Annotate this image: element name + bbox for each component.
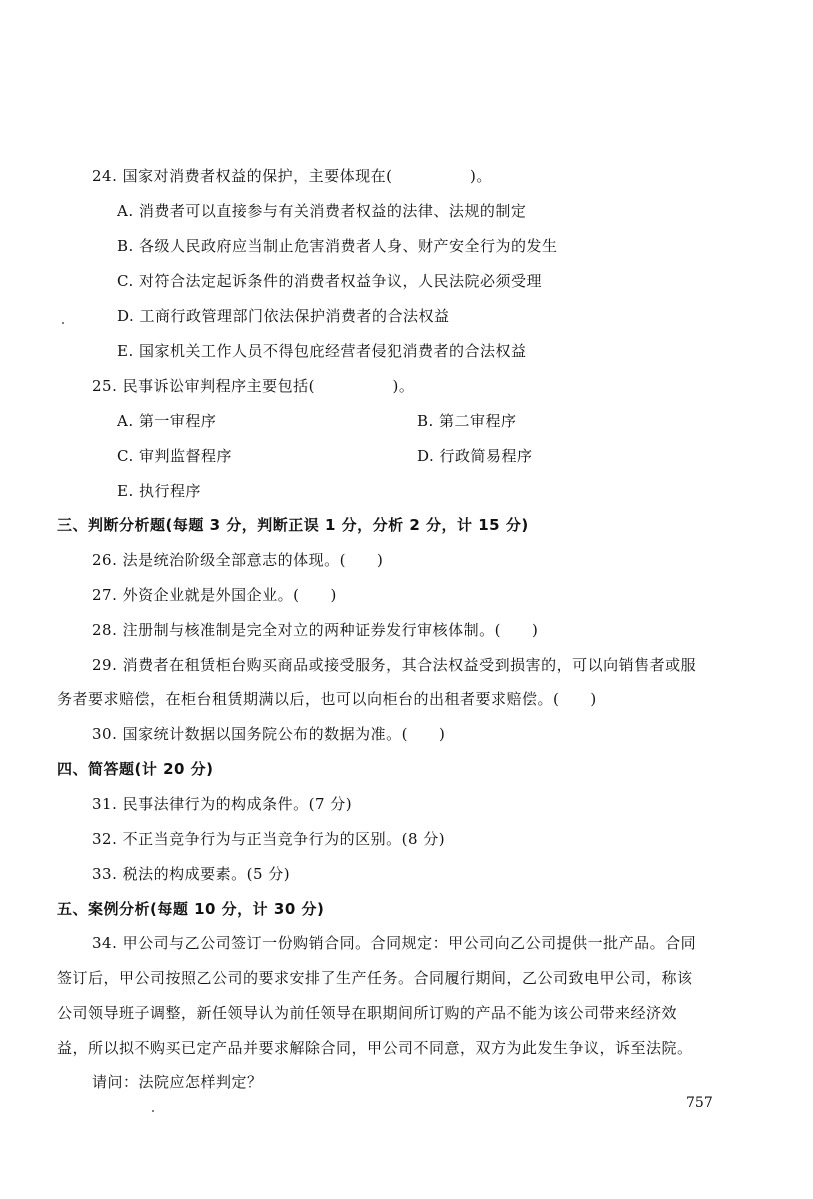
section3-heading: 三、判断分析题(每题 3 分，判断正误 1 分，分析 2 分，计 15 分) — [57, 516, 529, 534]
q25-option-a: A. 第一审程序 — [117, 412, 217, 430]
q33: 33. 税法的构成要素。(5 分) — [92, 865, 291, 883]
q29-line1: 29. 消费者在租赁柜台购买商品或接受服务，其合法权益受到损害的，可以向销售者或服 — [92, 656, 697, 674]
q25-option-d: D. 行政简易程序 — [417, 447, 533, 465]
q24-option-c: C. 对符合法定起诉条件的消费者权益争议，人民法院必须受理 — [117, 272, 542, 290]
q34-line2: 签订后，甲公司按照乙公司的要求安排了生产任务。合同履行期间，乙公司致电甲公司，称该 — [57, 969, 693, 987]
q32: 32. 不正当竞争行为与正当竞争行为的区别。(8 分) — [92, 830, 446, 848]
q25-stem: 25. 民事诉讼审判程序主要包括( )。 — [92, 377, 415, 395]
q34-line3: 公司领导班子调整，新任领导认为前任领导在职期间所订购的产品不能为该公司带来经济效 — [57, 1004, 678, 1022]
section4-heading: 四、简答题(计 20 分) — [57, 760, 214, 778]
q25-option-b: B. 第二审程序 — [417, 412, 517, 430]
q34-question: 请问：法院应怎样判定？ — [92, 1073, 263, 1091]
q28: 28. 注册制与核准制是完全对立的两种证券发行审核体制。( ) — [92, 621, 539, 639]
section5-heading: 五、案例分析(每题 10 分，计 30 分) — [57, 900, 325, 918]
q34-line1: 34. 甲公司与乙公司签订一份购销合同。合同规定：甲公司向乙公司提供一批产品。合同 — [92, 934, 697, 952]
q31: 31. 民事法律行为的构成条件。(7 分) — [92, 795, 353, 813]
q24-option-e: E. 国家机关工作人员不得包庇经营者侵犯消费者的合法权益 — [117, 342, 527, 360]
scan-speck — [62, 322, 64, 324]
q24-option-a: A. 消费者可以直接参与有关消费者权益的法律、法规的制定 — [117, 202, 527, 220]
q24-option-d: D. 工商行政管理部门依法保护消费者的合法权益 — [117, 307, 450, 325]
q25-option-c: C. 审判监督程序 — [117, 447, 232, 465]
q24-option-b: B. 各级人民政府应当制止危害消费者人身、财产安全行为的发生 — [117, 237, 558, 255]
q30: 30. 国家统计数据以国务院公布的数据为准。( ) — [92, 725, 446, 743]
q25-option-e: E. 执行程序 — [117, 482, 201, 500]
q26: 26. 法是统治阶级全部意志的体现。( ) — [92, 551, 384, 569]
page-number: 757 — [686, 1095, 713, 1111]
scan-speck — [152, 1110, 154, 1112]
q34-line4: 益，所以拟不购买已定产品并要求解除合同，甲公司不同意，双方为此发生争议，诉至法院。 — [57, 1039, 693, 1057]
q29-line2: 务者要求赔偿，在柜台租赁期满以后，也可以向柜台的出租者要求赔偿。( ) — [57, 690, 597, 708]
q24-stem: 24. 国家对消费者权益的保护，主要体现在( )。 — [92, 167, 492, 185]
q27: 27. 外资企业就是外国企业。( ) — [92, 586, 337, 604]
